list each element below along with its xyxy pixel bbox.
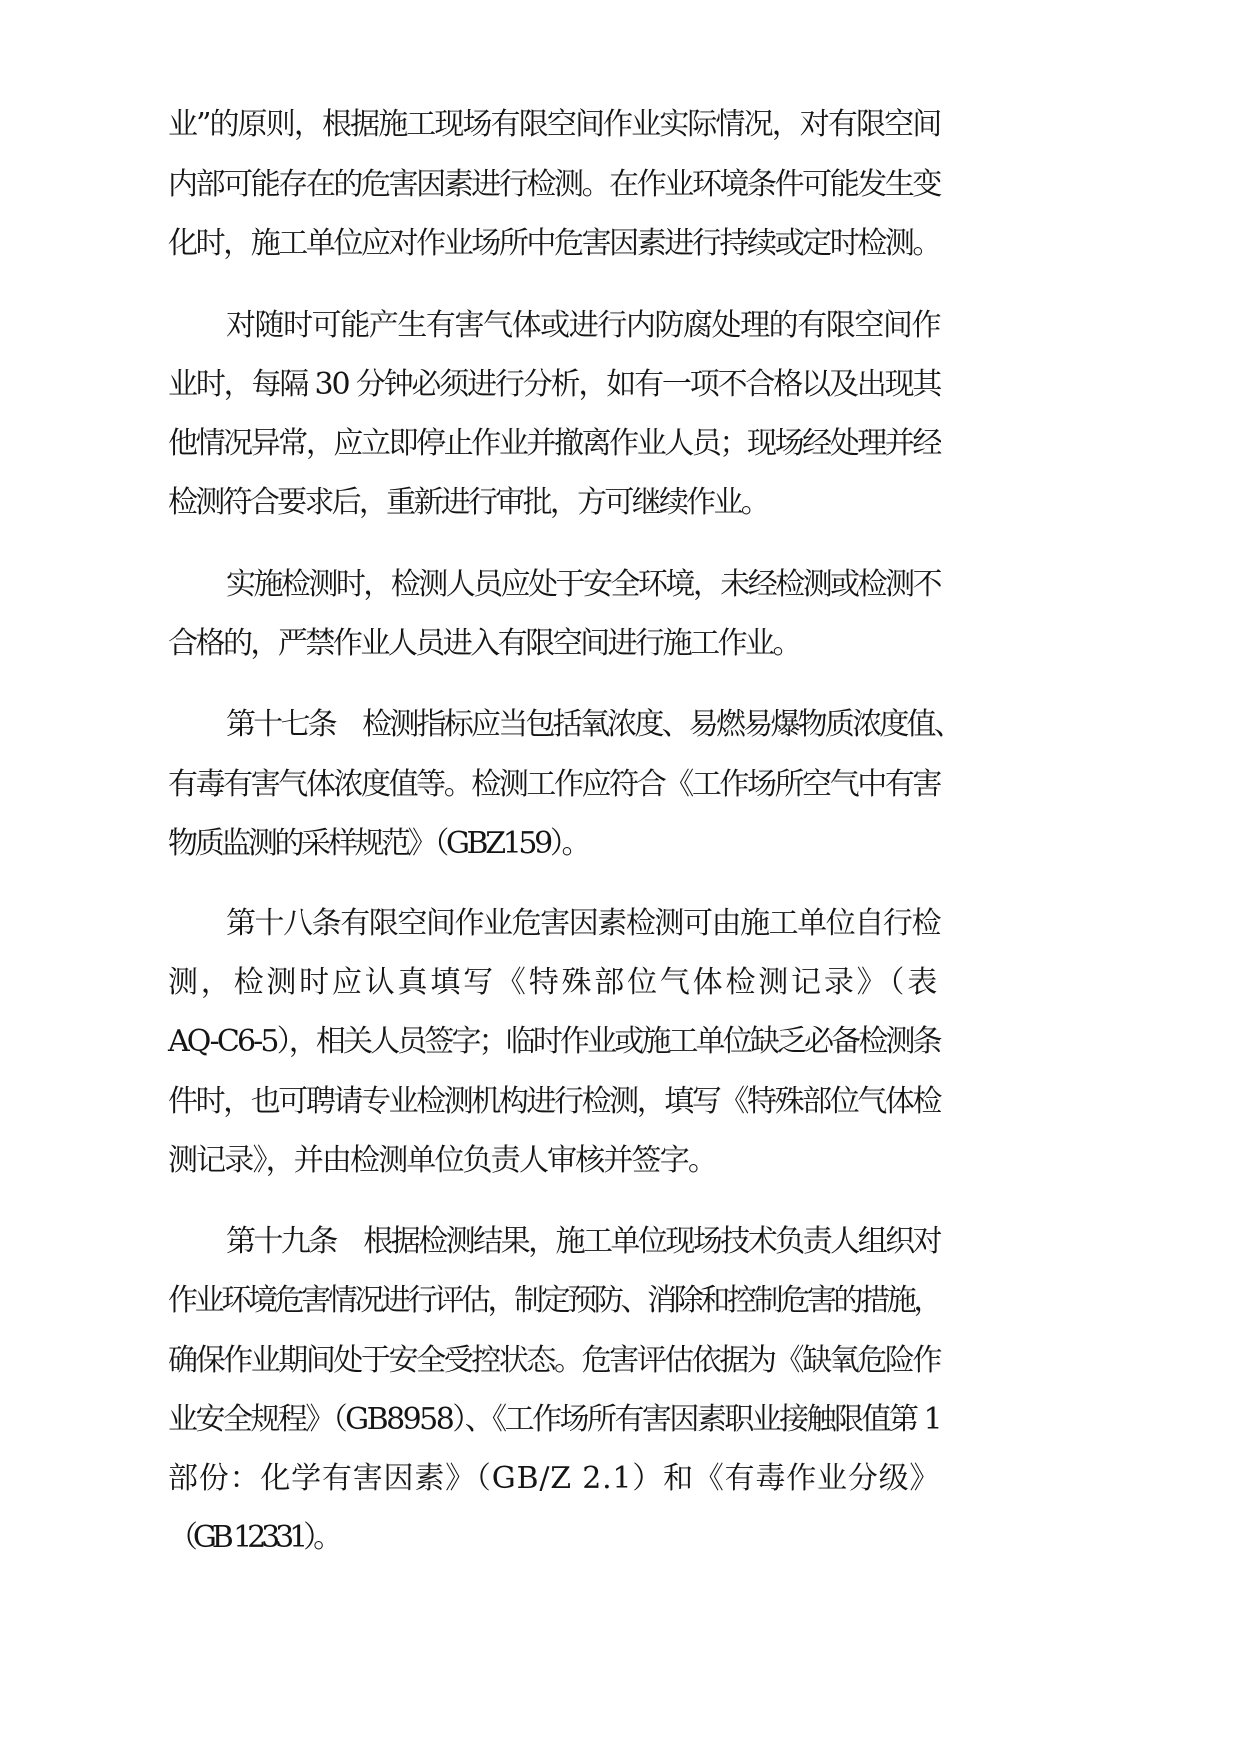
- text-line: 对随时可能产生有害气体或进行内防腐处理的有限空间作: [226, 308, 940, 343]
- text-line: AQ-C6-5），相关人员签字；临时作业或施工单位缺乏必备检测条: [168, 1024, 940, 1059]
- text-line: 作业环境危害情况进行评估，制定预防、消除和控制危害的措施，: [168, 1283, 940, 1318]
- text-line: 部份：化学有害因素》（GB/Z 2.1）和《有毒作业分级》: [168, 1461, 941, 1496]
- text-line: 业”的原则，根据施工现场有限空间作业实际情况，对有限空间: [168, 107, 941, 142]
- text-line: 测，检测时应认真填写《特殊部位气体检测记录》（表: [168, 965, 940, 1000]
- text-line: 件时，也可聘请专业检测机构进行检测，填写《特殊部位气体检: [168, 1084, 940, 1119]
- text-line: 有毒有害气体浓度值等。检测工作应符合《工作场所空气中有害: [168, 767, 940, 802]
- text-line: 内部可能存在的危害因素进行检测。在作业环境条件可能发生变: [168, 167, 940, 202]
- text-line: 确保作业期间处于安全受控状态。危害评估依据为《缺氧危险作: [168, 1343, 940, 1378]
- text-line: 物质监测的采样规范》（GBZ159）。: [168, 826, 589, 861]
- text-line: 第十七条 检测指标应当包括氧浓度、易燃易爆物质浓度值、: [226, 707, 961, 742]
- text-line: 第十八条有限空间作业危害因素检测可由施工单位自行检: [226, 906, 940, 941]
- text-line: （GB 12331）。: [168, 1520, 338, 1555]
- text-line: 实施检测时，检测人员应处于安全环境，未经检测或检测不: [226, 567, 940, 602]
- text-line: 第十九条 根据检测结果，施工单位现场技术负责人组织对: [226, 1224, 940, 1259]
- text-line: 合格的，严禁作业人员进入有限空间进行施工作业。: [168, 626, 800, 661]
- text-line: 测记录》，并由检测单位负责人审核并签字。: [168, 1143, 716, 1178]
- text-line: 业安全规程》（GB8958）、《工作场所有害因素职业接触限值第 1: [168, 1402, 940, 1437]
- text-line: 化时，施工单位应对作业场所中危害因素进行持续或定时检测。: [168, 226, 940, 261]
- text-line: 他情况异常，应立即停止作业并撤离作业人员；现场经处理并经: [168, 426, 940, 461]
- text-line: 业时，每隔 30 分钟必须进行分析，如有一项不合格以及出现其: [168, 367, 941, 402]
- text-line: 检测符合要求后，重新进行审批，方可继续作业。: [168, 485, 768, 520]
